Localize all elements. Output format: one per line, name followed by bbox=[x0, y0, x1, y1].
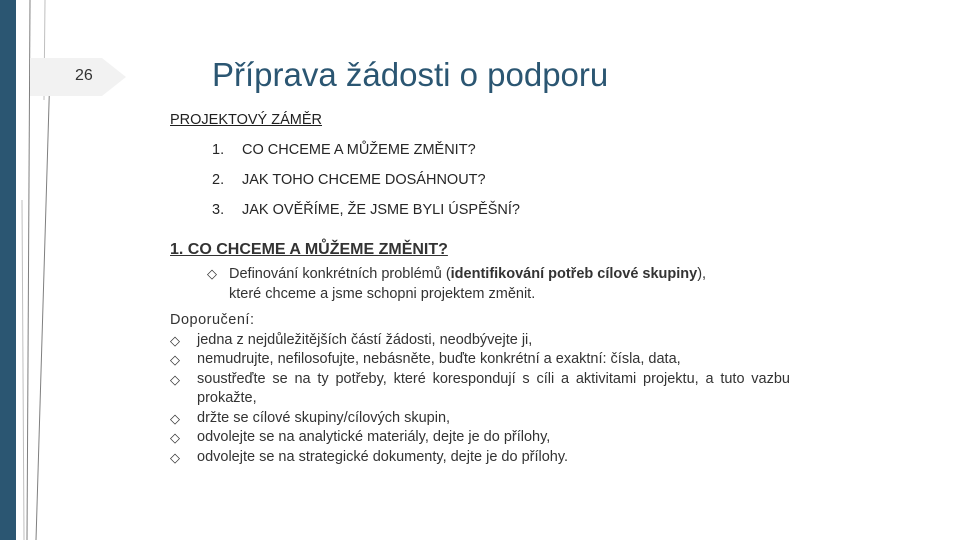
list-item bbox=[170, 409, 790, 429]
list-item-text: odvolejte se na strategické dokumenty, dejte je do přílohy. bbox=[197, 448, 569, 465]
diamond-bullet-icon: ◇ bbox=[170, 410, 180, 426]
list-item-text: držte se cílové skupiny/cílových skupin, bbox=[197, 409, 451, 426]
list-item-text: nemudrujte, nefilosofujte, nebásněte, buďte konkrétní a exaktní: čísla, data, bbox=[197, 351, 681, 367]
recommendations-block bbox=[170, 311, 790, 467]
definition-line2: které chceme a jsme schopni projektem změnit. bbox=[229, 286, 536, 302]
list-item-number: 1. bbox=[212, 142, 225, 158]
list-item bbox=[170, 428, 790, 448]
section-heading-co-chceme: 1. CO CHCEME A MŮŽEME ZMĚNIT? bbox=[170, 241, 448, 258]
section-heading-projektovy-zamer: PROJEKTOVÝ ZÁMĚR bbox=[170, 112, 323, 128]
diamond-bullet-icon: ◇ bbox=[170, 371, 180, 387]
list-item-text: JAK OVĚŘÍME, ŽE JSME BYLI ÚSPĚŠNÍ? bbox=[242, 202, 520, 218]
slide-title: Příprava žádosti o podporu bbox=[212, 56, 609, 93]
diamond-bullet-icon: ◇ bbox=[170, 449, 180, 465]
list-item bbox=[170, 331, 790, 351]
definition-suffix: ), bbox=[697, 266, 707, 282]
definition-bold: identifikování potřeb cílové skupiny bbox=[450, 266, 698, 282]
diamond-bullet-icon: ◇ bbox=[170, 430, 180, 445]
list-item bbox=[170, 350, 790, 370]
list-item-text: jedna z nejdůležitějších částí žádosti, neodbývejte ji, bbox=[197, 331, 533, 348]
diamond-bullet-icon: ◇ bbox=[170, 352, 180, 367]
list-item bbox=[170, 370, 790, 409]
list-item-number: 3. bbox=[212, 202, 225, 218]
recommendations-title: Doporučení: bbox=[170, 312, 255, 328]
definition-block bbox=[207, 264, 767, 304]
list-item-number: 2. bbox=[212, 172, 225, 188]
list-item bbox=[212, 140, 520, 170]
list-item-text: odvolejte se na analytické materiály, dejte je do přílohy, bbox=[197, 429, 551, 445]
list-item bbox=[212, 200, 520, 230]
definition-prefix: Definování konkrétních problémů ( bbox=[229, 266, 451, 282]
diamond-bullet-icon: ◇ bbox=[170, 332, 180, 348]
list-item-text: CO CHCEME A MŮŽEME ZMĚNIT? bbox=[242, 142, 476, 158]
diamond-bullet-icon: ◇ bbox=[207, 266, 217, 281]
numbered-list bbox=[212, 140, 520, 230]
list-item bbox=[212, 170, 520, 200]
list-item-text: soustřeďte se na ty potřeby, které korespondují s cíli a aktivitami projektu, a tuto vazbu prokažte, bbox=[197, 370, 790, 406]
list-item bbox=[170, 448, 790, 468]
list-item-text: JAK TOHO CHCEME DOSÁHNOUT? bbox=[242, 172, 486, 188]
page-number: 26 bbox=[75, 67, 93, 84]
